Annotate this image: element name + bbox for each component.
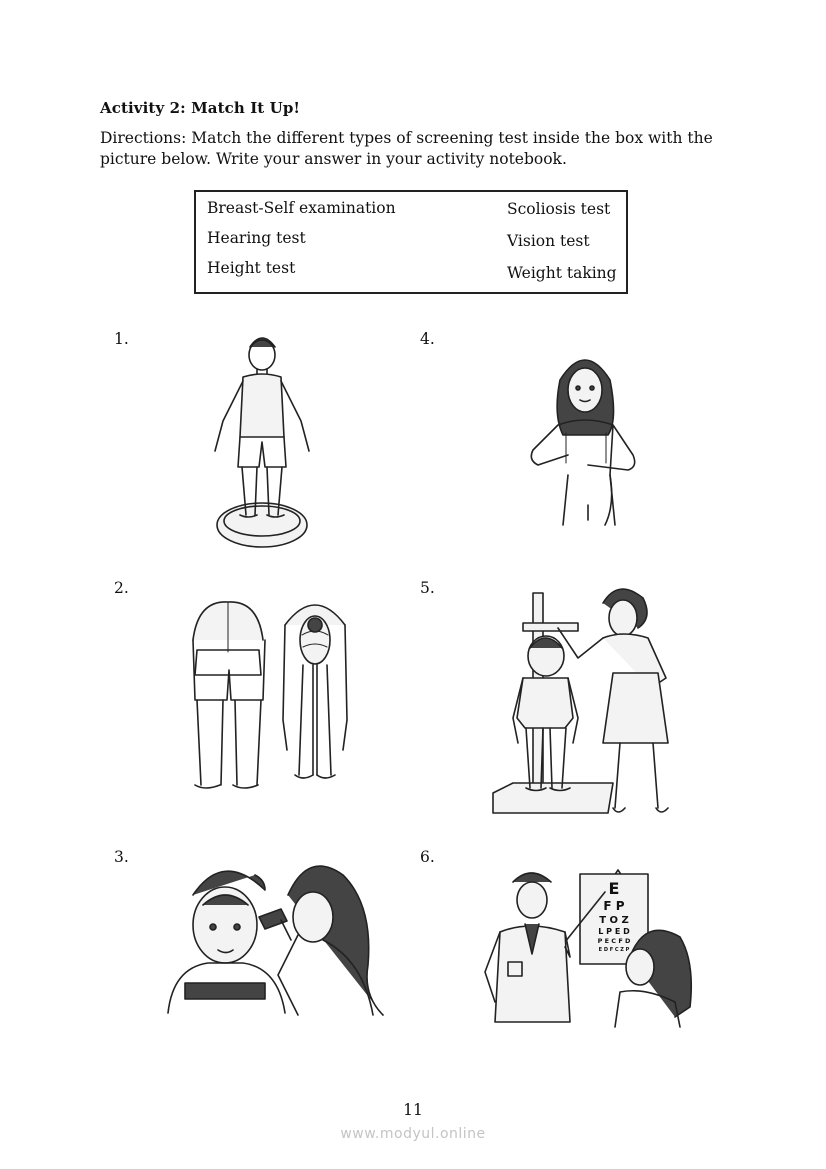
eye-chart-row-4: L P E D [598, 927, 630, 936]
options-box [194, 190, 628, 294]
directions-text: Directions: Match the different types of screening test inside the box with the picture below. Write your answer in your activity notebook. [100, 129, 713, 168]
item-number-5: 5. [420, 579, 435, 597]
item-number-1: 1. [114, 330, 129, 348]
eye-chart-row-2: F P [603, 899, 625, 913]
eye-chart-row-6: E D F C Z P [598, 947, 630, 953]
option-height-test: Height test [207, 259, 296, 277]
item-number-3: 3. [114, 848, 129, 866]
option-scoliosis-test: Scoliosis test [507, 200, 611, 218]
activity-title: Activity 2: Match It Up! [100, 99, 301, 117]
option-weight-taking: Weight taking [507, 264, 617, 282]
option-breast-self-examination: Breast-Self examination [207, 199, 396, 217]
eye-chart-row-5: P E C F D [597, 937, 631, 945]
option-vision-test: Vision test [507, 232, 590, 250]
vision-test-illustration [480, 862, 698, 1028]
scoliosis-test-illustration [185, 595, 365, 810]
item-number-2: 2. [114, 579, 129, 597]
page-number: 11 [403, 1101, 423, 1119]
watermark-text: www.modyul.online [340, 1126, 486, 1142]
item-number-6: 6. [420, 848, 435, 866]
height-test-illustration [488, 578, 680, 826]
weight-taking-illustration [205, 325, 320, 555]
eye-chart-row-1: E [608, 879, 620, 898]
breast-self-examination-illustration [528, 355, 643, 530]
eye-chart-row-3: T O Z [599, 915, 629, 926]
hearing-test-illustration [163, 855, 388, 1017]
option-hearing-test: Hearing test [207, 229, 306, 247]
item-number-4: 4. [420, 330, 435, 348]
